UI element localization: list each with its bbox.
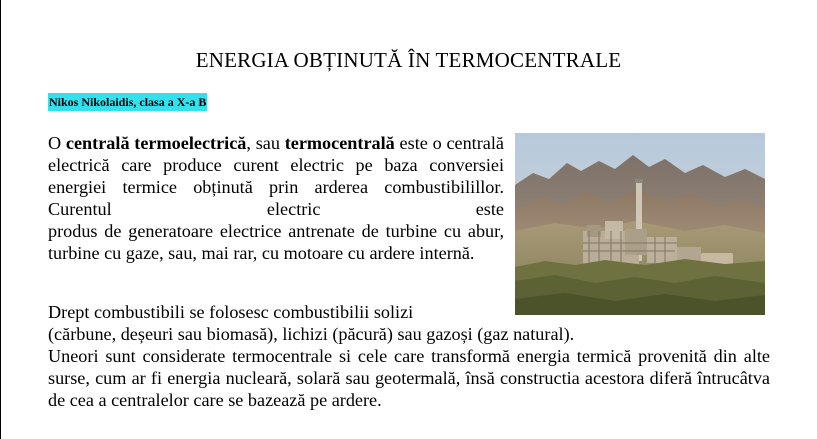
author-line-highlighted: Nikos Nikolaidis, clasa a X-a B [49, 95, 207, 109]
paragraph-other-sources: Uneori sunt considerate termocentrale si cele care transformă energia termică provenită din alte surse, cum ar fi energia nucleară, solară sau geotermală, însă constructia acestora diferă întrucâtva de cea a centralelor care se bazează pe ardere. [48, 346, 770, 410]
term-termocentrala: termocentrală [284, 133, 395, 153]
document-title: ENERGIA OBȚINUTĂ ÎN TERMOCENTRALE [195, 48, 622, 72]
paragraph-fuels-line1: Drept combustibili se folosesc combustibilii solizi [48, 302, 414, 322]
power-plant-photo [515, 133, 765, 315]
paragraph-intro-continuation: produs de generatoare electrice antrenate de turbine cu abur, turbine cu gaze, sau, mai rar, cu motoare cu ardere internă. [48, 221, 504, 263]
paragraph-fuels-line2: (cărbune, deșeuri sau biomasă), lichizi (păcură) sau gazoși (gaz natural). [48, 324, 575, 344]
intro-text: O [48, 133, 66, 153]
intro-rest-a: este o centrală electrică care produce curent electric pe baza conversiei energiei termice obținută prin arderea combustibilillor. Curentul electric este [48, 133, 504, 219]
paragraph-intro [48, 133, 504, 221]
term-centrala-termoelectrica: centrală termoelectrică [65, 133, 247, 153]
intro-connector: , sau [246, 133, 285, 153]
